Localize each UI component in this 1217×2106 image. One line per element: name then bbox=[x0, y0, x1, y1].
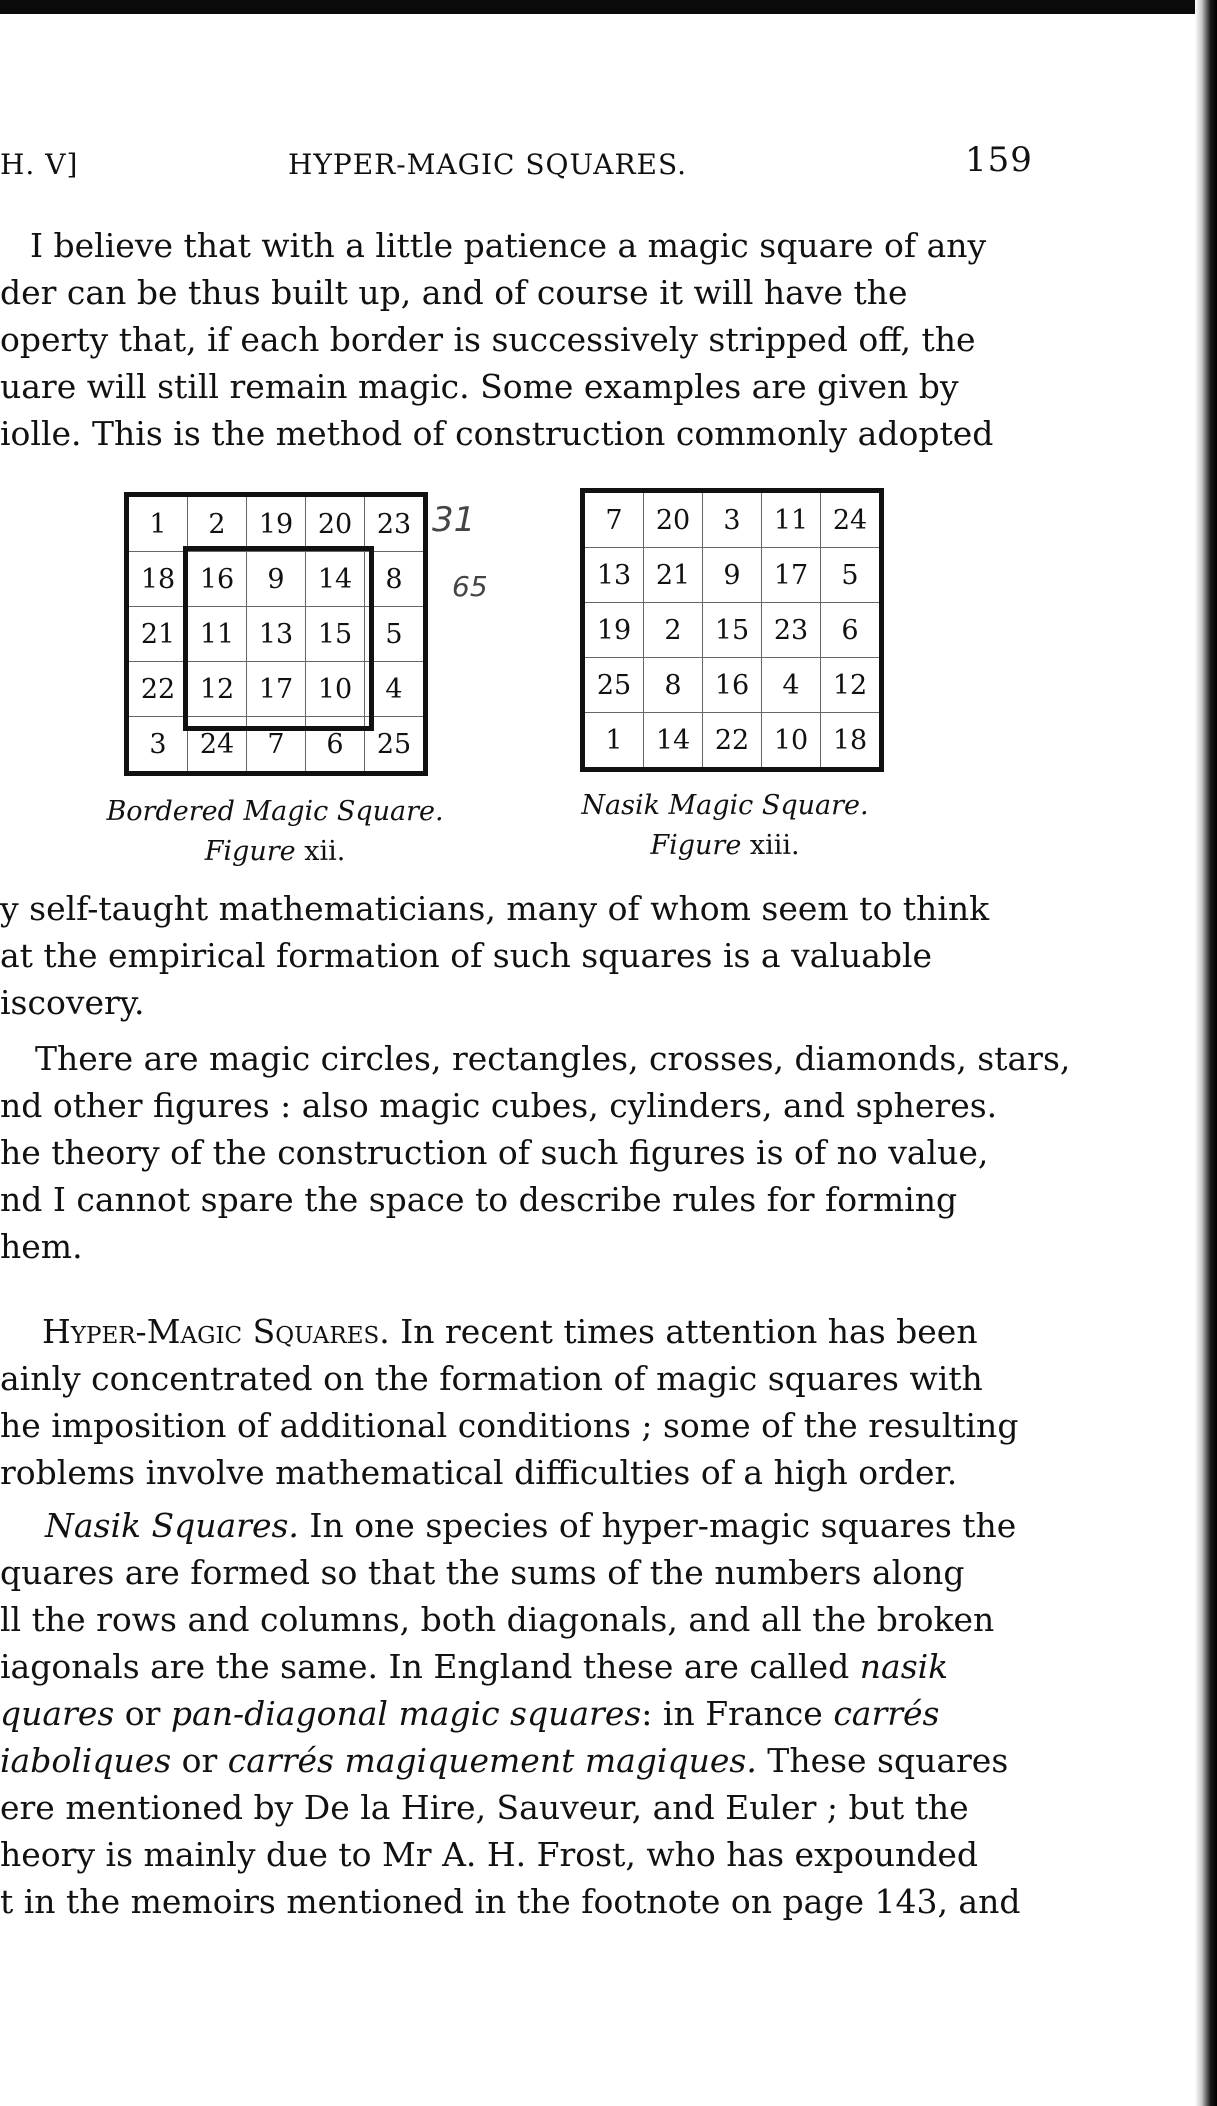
italic-term: quares bbox=[0, 1694, 115, 1733]
text-line: operty that, if each border is successively stripped off, the bbox=[0, 320, 976, 359]
text-line: ll the rows and columns, both diagonals, and all the broken bbox=[0, 1600, 995, 1639]
text-line: der can be thus built up, and of course it will have the bbox=[0, 273, 908, 312]
text-line: iscovery. bbox=[0, 983, 145, 1022]
grid-cell: 19 bbox=[247, 495, 306, 552]
nasik-magic-square bbox=[580, 488, 884, 772]
text-line: nd I cannot spare the space to describe rules for forming bbox=[0, 1180, 958, 1219]
text-line: ere mentioned by De la Hire, Sauveur, and Euler ; but the bbox=[0, 1788, 969, 1827]
grid-cell: 16 bbox=[703, 658, 762, 713]
text-run: In recent times attention has been bbox=[389, 1312, 978, 1351]
grid-cell: 6 bbox=[821, 603, 882, 658]
grid-cell: 15 bbox=[306, 607, 365, 662]
grid-cell: 7 bbox=[583, 491, 644, 548]
pencil-annotation-65: 65 bbox=[452, 570, 488, 603]
grid-cell: 23 bbox=[762, 603, 821, 658]
grid-cell: 16 bbox=[188, 552, 247, 607]
grid-cell: 11 bbox=[762, 491, 821, 548]
caption-label bbox=[540, 826, 910, 866]
grid-cell: 5 bbox=[365, 607, 426, 662]
text-line: he theory of the construction of such figures is of no value, bbox=[0, 1133, 989, 1172]
grid-cell: 2 bbox=[188, 495, 247, 552]
text-line: ainly concentrated on the formation of magic squares with bbox=[0, 1359, 983, 1398]
grid-cell: 5 bbox=[821, 548, 882, 603]
grid-row bbox=[127, 552, 426, 607]
scan-right-edge bbox=[1195, 0, 1217, 2106]
caption-figure-xii bbox=[90, 792, 460, 872]
grid-cell: 4 bbox=[762, 658, 821, 713]
grid-cell: 20 bbox=[306, 495, 365, 552]
text-line bbox=[0, 1737, 1021, 1784]
grid-cell: 18 bbox=[127, 552, 188, 607]
grid-cell: 24 bbox=[188, 717, 247, 774]
text-run: : in France bbox=[641, 1694, 834, 1733]
grid-cell: 17 bbox=[247, 662, 306, 717]
grid-cell: 14 bbox=[644, 713, 703, 770]
text-line: I believe that with a little patience a magic square of any bbox=[30, 226, 987, 265]
running-header bbox=[0, 140, 1100, 188]
section-heading: Hyper-Magic Squares. bbox=[42, 1312, 390, 1351]
grid-cell: 7 bbox=[247, 717, 306, 774]
grid-cell: 21 bbox=[644, 548, 703, 603]
grid-cell: 18 bbox=[821, 713, 882, 770]
grid-cell: 17 bbox=[762, 548, 821, 603]
grid-cell: 13 bbox=[583, 548, 644, 603]
text-line: nd other figures : also magic cubes, cylinders, and spheres. bbox=[0, 1086, 998, 1125]
grid-row bbox=[127, 662, 426, 717]
text-line bbox=[0, 1690, 1021, 1737]
running-title: HYPER-MAGIC SQUARES. bbox=[288, 148, 688, 181]
text-line: he imposition of additional conditions ; some of the resulting bbox=[0, 1406, 1019, 1445]
text-line: at the empirical formation of such squares is a valuable bbox=[0, 936, 933, 975]
bordered-magic-square bbox=[124, 492, 428, 776]
caption-numeral: xii. bbox=[304, 836, 346, 867]
text-line: hem. bbox=[0, 1227, 83, 1266]
grid-cell: 3 bbox=[703, 491, 762, 548]
caption-word: Figure bbox=[204, 836, 296, 867]
grid-cell: 10 bbox=[762, 713, 821, 770]
italic-heading: Nasik Squares. bbox=[45, 1506, 299, 1545]
grid-cell: 24 bbox=[821, 491, 882, 548]
grid-cell: 25 bbox=[365, 717, 426, 774]
paragraph-3 bbox=[0, 1035, 1070, 1270]
italic-term: carrés magiquement magiques. bbox=[227, 1741, 757, 1780]
grid-row bbox=[127, 607, 426, 662]
caption-title: Bordered Magic Square. bbox=[106, 796, 444, 827]
grid-cell: 22 bbox=[703, 713, 762, 770]
grid-cell: 8 bbox=[644, 658, 703, 713]
grid-cell: 23 bbox=[365, 495, 426, 552]
page-number: 159 bbox=[965, 140, 1033, 180]
scan-top-edge bbox=[0, 0, 1217, 14]
grid-row bbox=[127, 717, 426, 774]
grid-cell: 25 bbox=[583, 658, 644, 713]
grid-cell: 22 bbox=[127, 662, 188, 717]
grid-row bbox=[583, 658, 882, 713]
text-run: or bbox=[114, 1694, 171, 1733]
grid-row bbox=[583, 713, 882, 770]
grid-cell: 6 bbox=[306, 717, 365, 774]
grid-row bbox=[583, 491, 882, 548]
grid-cell: 12 bbox=[188, 662, 247, 717]
italic-term: iaboliques bbox=[0, 1741, 172, 1780]
grid-row bbox=[583, 548, 882, 603]
paragraph-1 bbox=[0, 222, 994, 457]
text-line: heory is mainly due to Mr A. H. Frost, who has expounded bbox=[0, 1835, 978, 1874]
caption-title: Nasik Magic Square. bbox=[581, 790, 869, 821]
grid-cell: 9 bbox=[247, 552, 306, 607]
text-line: t in the memoirs mentioned in the footnote on page 143, and bbox=[0, 1882, 1021, 1921]
grid-cell: 13 bbox=[247, 607, 306, 662]
paragraph-4 bbox=[0, 1308, 1018, 1496]
grid-cell: 9 bbox=[703, 548, 762, 603]
text-line: There are magic circles, rectangles, crosses, diamonds, stars, bbox=[35, 1039, 1071, 1078]
italic-term: carrés bbox=[833, 1694, 940, 1733]
grid-cell: 14 bbox=[306, 552, 365, 607]
grid-cell: 15 bbox=[703, 603, 762, 658]
paragraph-2 bbox=[0, 885, 989, 1026]
grid-cell: 11 bbox=[188, 607, 247, 662]
chapter-ref: H. V] bbox=[0, 148, 79, 181]
text-line: roblems involve mathematical difficulties of a high order. bbox=[0, 1453, 958, 1492]
text-line: y self-taught mathematicians, many of whom seem to think bbox=[0, 889, 990, 928]
grid-cell: 1 bbox=[127, 495, 188, 552]
text-line bbox=[0, 1643, 1021, 1690]
text-run: These squares bbox=[756, 1741, 1009, 1780]
caption-numeral: xiii. bbox=[749, 830, 800, 861]
grid-cell: 8 bbox=[365, 552, 426, 607]
paragraph-5 bbox=[0, 1502, 1021, 1925]
text-line: quares are formed so that the sums of the numbers along bbox=[0, 1553, 965, 1592]
grid-cell: 12 bbox=[821, 658, 882, 713]
text-line bbox=[45, 1502, 1021, 1549]
grid-cell: 21 bbox=[127, 607, 188, 662]
grid-cell: 19 bbox=[583, 603, 644, 658]
text-line: iolle. This is the method of construction commonly adopted bbox=[0, 414, 994, 453]
grid-row bbox=[127, 495, 426, 552]
grid-cell: 10 bbox=[306, 662, 365, 717]
grid-cell: 2 bbox=[644, 603, 703, 658]
text-line bbox=[42, 1308, 1018, 1355]
grid-cell: 3 bbox=[127, 717, 188, 774]
caption-figure-xiii bbox=[540, 786, 910, 866]
caption-label bbox=[90, 832, 460, 872]
text-line: uare will still remain magic. Some examples are given by bbox=[0, 367, 959, 406]
grid-cell: 1 bbox=[583, 713, 644, 770]
text-run: iagonals are the same. In England these are called bbox=[0, 1647, 860, 1686]
text-run: or bbox=[171, 1741, 228, 1780]
italic-term: pan-diagonal magic squares bbox=[170, 1694, 642, 1733]
text-run: In one species of hyper-magic squares the bbox=[298, 1506, 1017, 1545]
grid-cell: 4 bbox=[365, 662, 426, 717]
pencil-annotation-31: 31 bbox=[432, 500, 476, 540]
grid-row bbox=[583, 603, 882, 658]
italic-term: nasik bbox=[859, 1647, 949, 1686]
caption-word: Figure bbox=[650, 830, 742, 861]
grid-cell: 20 bbox=[644, 491, 703, 548]
